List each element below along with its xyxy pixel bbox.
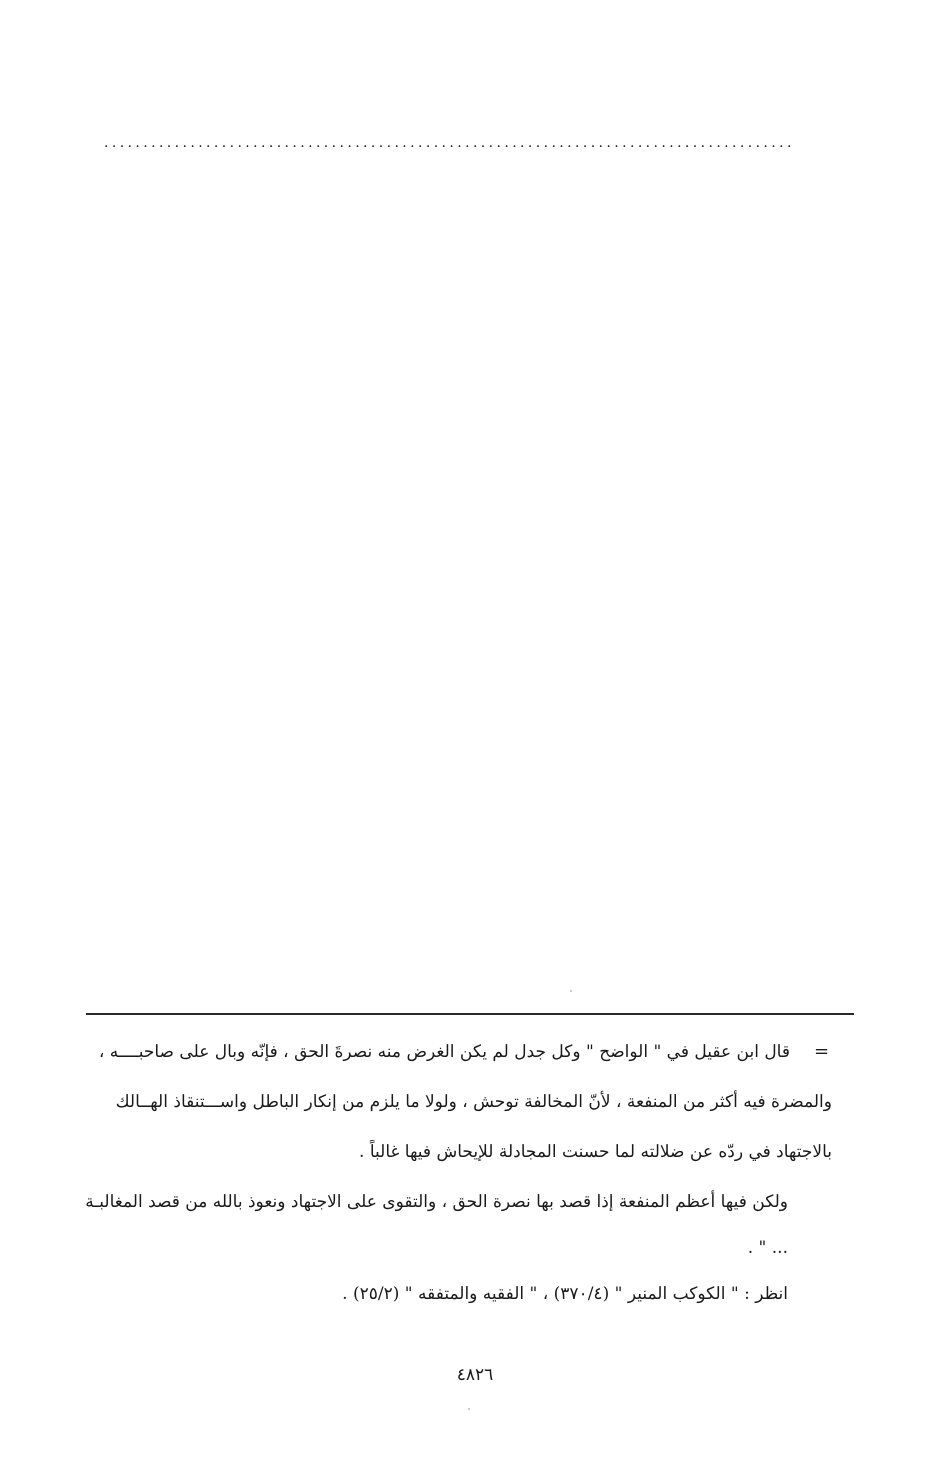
scan-speck [468,1408,470,1410]
footnote-line-2: والمضرة فيه أكثر من المنفعة ، لأنّ المخالفة توحش ، ولولا ما يلزم من إنكار الباطل واســـتنقاذ الهــالك [115,1092,832,1112]
footnote-line-5: ... " . [747,1238,788,1258]
footnote-line-6: انظر : " الكوكب المنير " (٣٧٠/٤) ، " الفقيه والمتفقه " (٢٥/٢) . [342,1284,788,1304]
page-number: ٤٨٢٦ [456,1365,494,1385]
footnote-separator-line [86,1013,854,1015]
footnote-line-4: ولكن فيها أعظم المنفعة إذا قصد بها نصرة الحق ، والتقوى على الاجتهاد ونعوذ بالله من قصد المغالبـة [85,1192,788,1212]
footnote-line-3: بالاجتهاد في ردّه عن ضلالته لما حسنت المجادلة للإيحاش فيها غالباً . [359,1142,832,1162]
scan-speck [570,990,572,992]
dotted-separator: ........................................................................................ [104,136,795,150]
footnote-continuation-marker: = [814,1041,830,1062]
footnote-line-1: قال ابن عقيل في " الواضح " وكل جدل لم يكن الغرض منه نصرةَ الحق ، فإنّه وبال على صاحبــــه ، [98,1042,790,1062]
